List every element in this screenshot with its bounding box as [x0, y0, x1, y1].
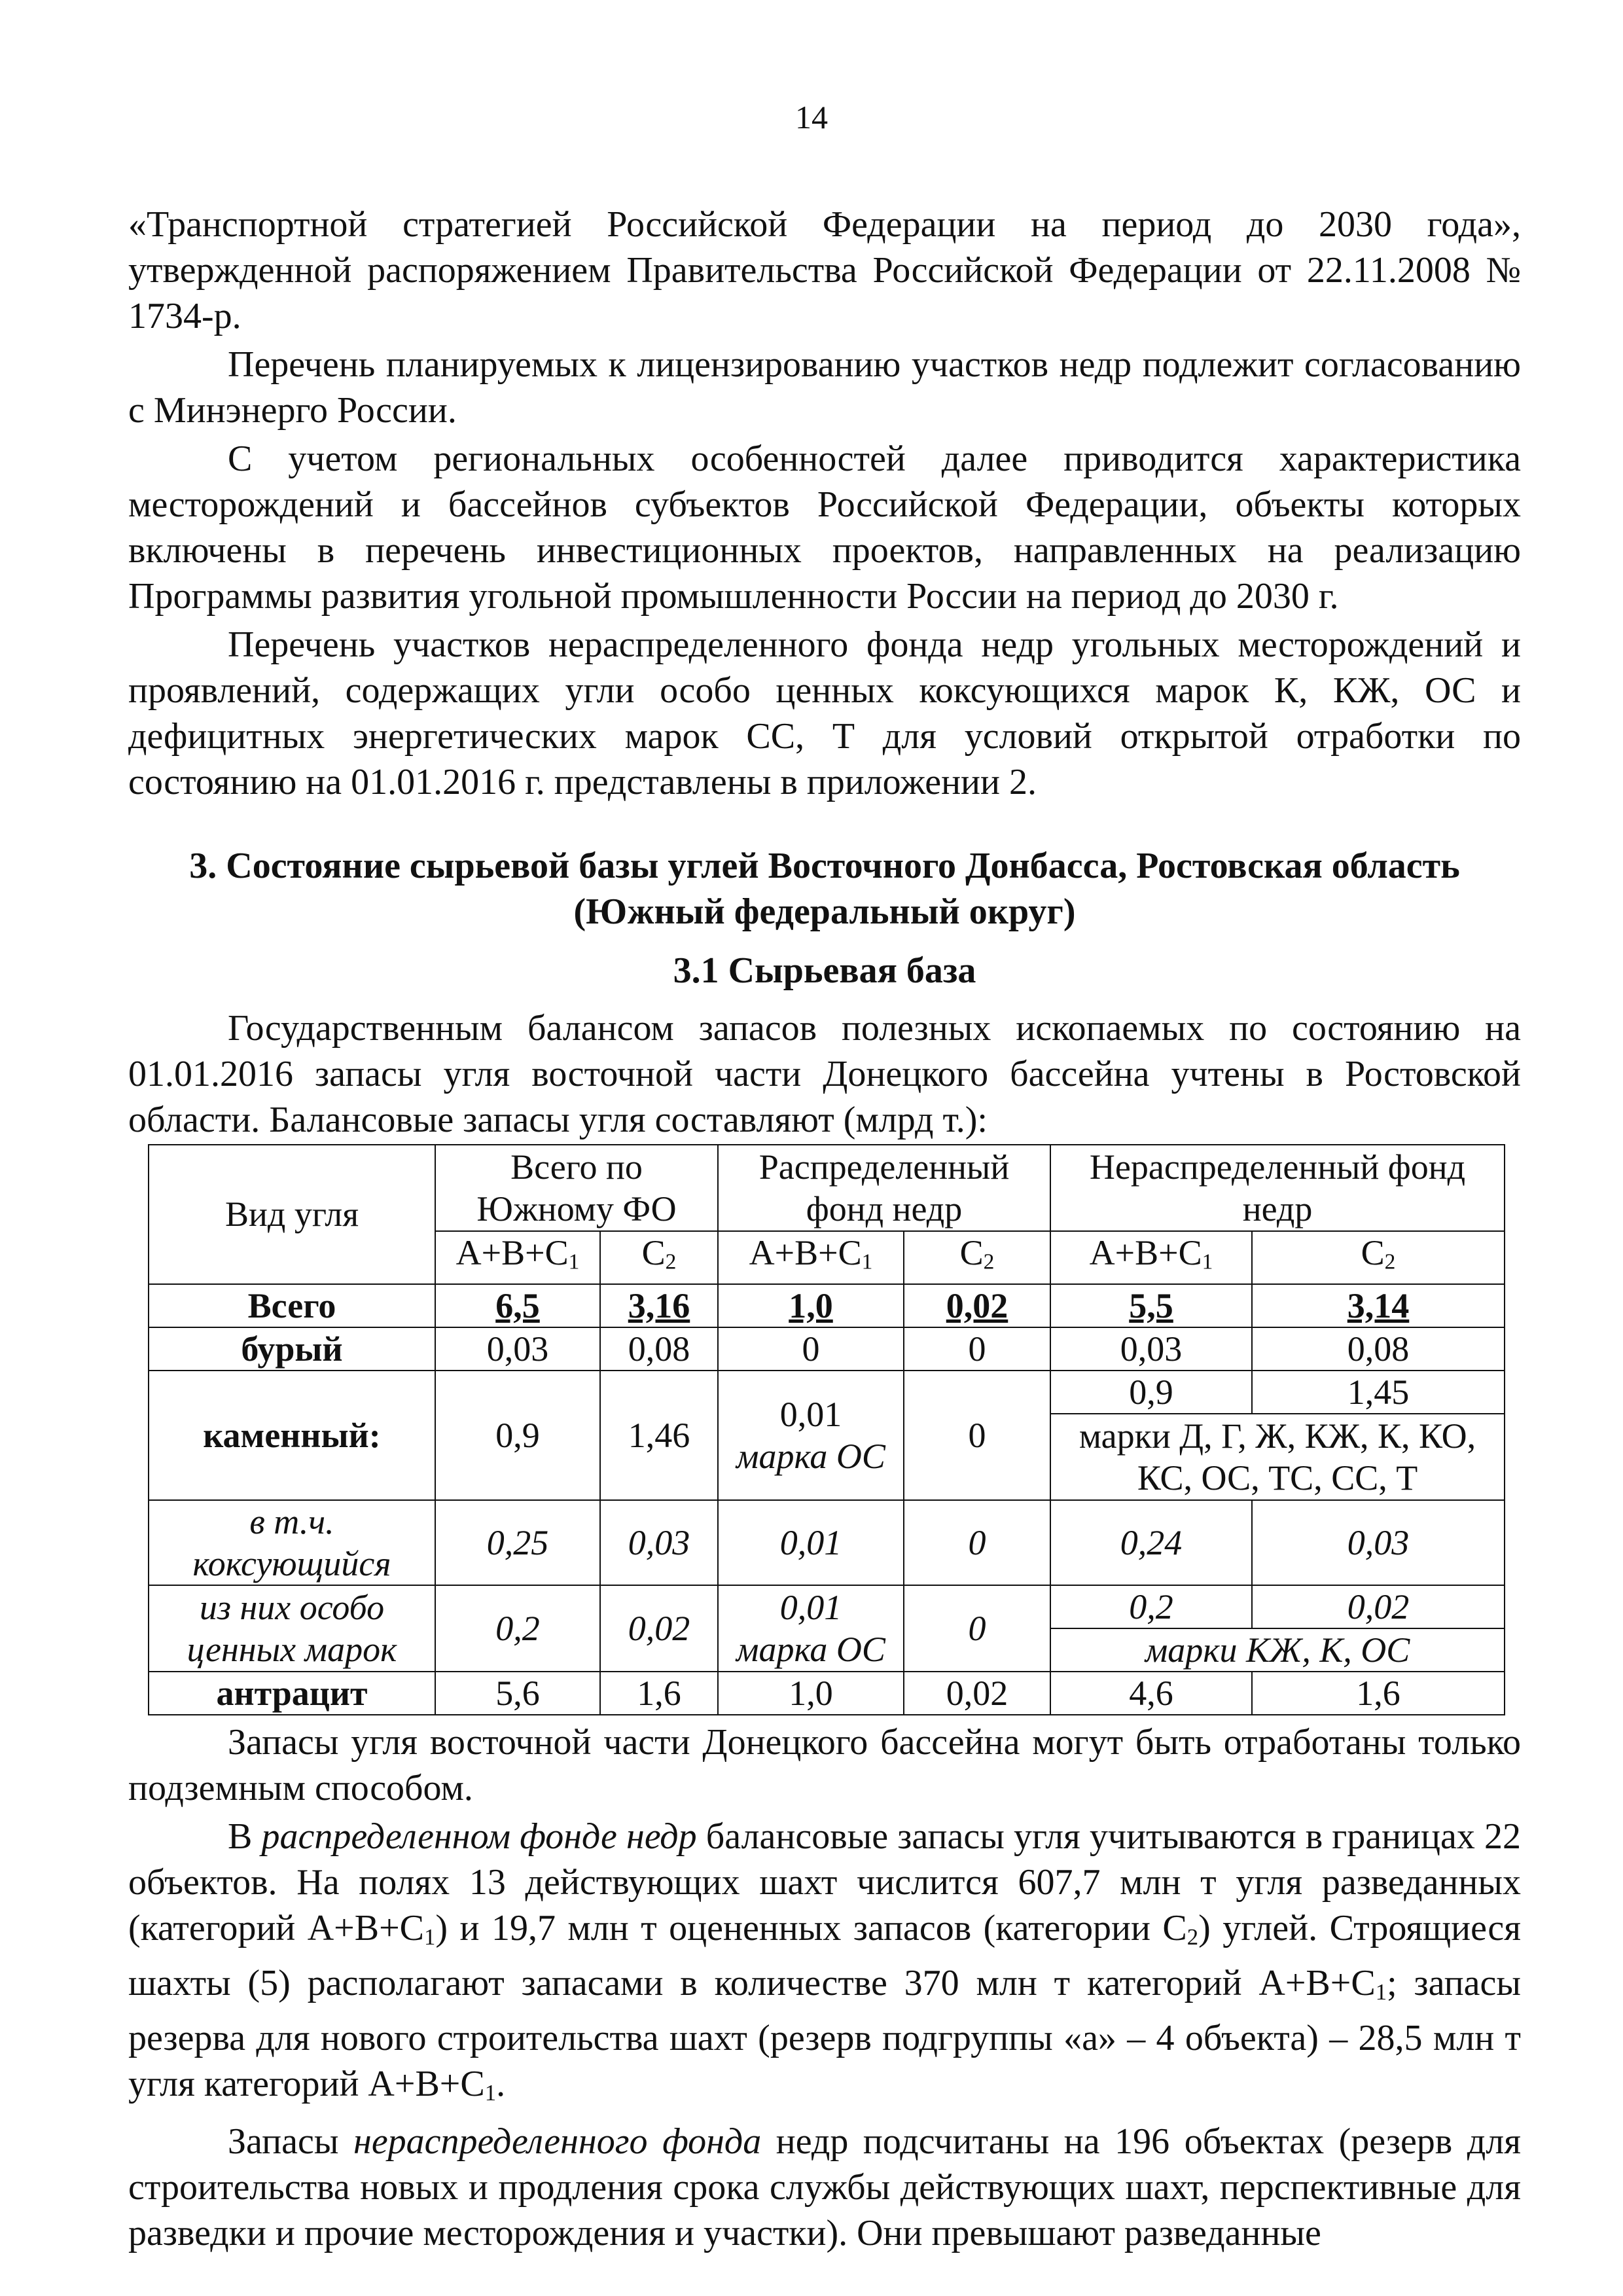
cell-value: 0,02	[904, 1284, 1050, 1327]
paragraph-regional-features: С учетом региональных особенностей далее приводится характеристика месторождений и бассейнов субъектов Российской Федерации, объекты которых включены в перечень инвестиционных проектов, направленных на реализацию Программы развития угольной промышленности России на период до 2030 г.	[128, 439, 1521, 617]
cat-abc1-total: $А+В+С_1$	[435, 1231, 600, 1284]
cell-value: 0,24	[1050, 1500, 1252, 1585]
cell-value: 0,9	[435, 1371, 600, 1500]
cell-value: 1,6	[1252, 1672, 1505, 1715]
cell-value: 5,5	[1050, 1284, 1252, 1327]
header-distributed: Распределенный фонд недр	[718, 1145, 1050, 1231]
cell-value: 3,14	[1252, 1284, 1505, 1327]
emphasis-undistributed: нераспределенного фонда	[353, 2121, 762, 2162]
cell-value: 0,02	[904, 1672, 1050, 1715]
subsection-heading: 3.1 Сырьевая база	[673, 950, 976, 991]
cell-value: 0,01	[718, 1500, 904, 1585]
cell-value: 0,2	[1050, 1585, 1252, 1628]
cell-value: 0,01	[779, 1394, 842, 1434]
table-row-brown	[149, 1327, 1505, 1371]
cell-value: 1,0	[718, 1672, 904, 1715]
cell-value: 0,02	[1252, 1585, 1505, 1628]
row-label: Всего	[149, 1284, 435, 1327]
cell-value: 0,03	[1252, 1500, 1505, 1585]
row-label: каменный:	[149, 1371, 435, 1500]
cell-value: 0,08	[1252, 1327, 1505, 1371]
cell-value: 0,01	[779, 1587, 842, 1627]
cell-value: 0,03	[435, 1327, 600, 1371]
table-row-total	[149, 1284, 1505, 1327]
cell-value: 1,46	[600, 1371, 718, 1500]
cell-value: 1,0	[718, 1284, 904, 1327]
cell-value: 3,16	[600, 1284, 718, 1327]
header-undistributed: Нераспределенный фонд недр	[1050, 1145, 1505, 1231]
cat-c2-total: $С_2$	[600, 1231, 718, 1284]
row-label: антрацит	[149, 1672, 435, 1715]
section-heading	[128, 843, 1521, 935]
table-header-row	[149, 1145, 1505, 1231]
table-row-coking	[149, 1500, 1505, 1585]
cell-value: 0,9	[1050, 1371, 1252, 1414]
cell-value: 0	[904, 1371, 1050, 1500]
cell-value: 6,5	[435, 1284, 600, 1327]
cat-abc1-undistributed: $А+В+С_1$	[1050, 1231, 1252, 1284]
cell-value: 0,03	[600, 1500, 718, 1585]
cell-value-with-note	[718, 1585, 904, 1672]
cell-value: 0	[904, 1327, 1050, 1371]
row-label: из них особо ценных марок	[149, 1585, 435, 1672]
paragraph-transport-strategy: «Транспортной стратегией Российской Федерации на период до 2030 года», утвержденной распоряжением Правительства Российской Федерации от 22.11.2008 № 1734-р.	[128, 204, 1521, 336]
cell-value-with-note	[718, 1371, 904, 1500]
cat-c2-distributed: $С_2$	[904, 1231, 1050, 1284]
cell-value: 0,2	[435, 1585, 600, 1672]
page-number: 14	[795, 99, 828, 135]
cell-value: 5,6	[435, 1672, 600, 1715]
row-label: в т.ч. коксующийся	[149, 1500, 435, 1585]
cell-value: 0,03	[1050, 1327, 1252, 1371]
paragraph-distributed-fund: В распределенном фонде недр балансовые запасы угля учитываются в границах 22 объектов. На полях 13 действующих шахт числится 607,7 млн т угля разведанных (категорий $А+В+С_1$) и 19,7 млн т оцененных запасов (категории $С_2$) углей. Строящиеся шахты (5) располагают запасами в количестве 370 млн т категорий $А+В+С_1$; запасы резерва для нового строительства шахт (резерв подгруппы «а» – 4 объекта) – 28,5 млн т угля категорий $А+В+С_1$.	[128, 1816, 1521, 2106]
header-coal-type: Вид угля	[149, 1145, 435, 1284]
row-label: бурый	[149, 1327, 435, 1371]
header-total: Всего по Южному ФО	[435, 1145, 718, 1231]
section-heading-line1: 3. Состояние сырьевой базы углей Восточного Донбасса, Ростовская область	[189, 846, 1460, 886]
cell-value: 1,6	[600, 1672, 718, 1715]
cat-c2-undistributed: $С_2$	[1252, 1231, 1505, 1284]
paragraph-intro: Государственным балансом запасов полезных ископаемых по состоянию на 01.01.2016 запасы угля восточной части Донецкого бассейна учтены в Ростовской области. Балансовые запасы угля составляют (млрд т.):	[128, 1008, 1521, 1140]
paragraph-licensing: Перечень планируемых к лицензированию участков недр подлежит согласованию с Минэнерго России.	[128, 344, 1521, 431]
page-content	[128, 202, 1521, 2256]
cell-value: 1,45	[1252, 1371, 1505, 1414]
emphasis-distributed: распределенном фонде недр	[261, 1816, 697, 1857]
coal-reserves-table	[148, 1144, 1505, 1715]
paragraph-undistributed-list: Перечень участков нераспределенного фонда недр угольных месторождений и проявлений, содержащих угли особо ценных коксующихся марок К, КЖ, ОС и дефицитных энергетических марок СС, Т для условий открытой отработки по состоянию на 01.01.2016 г. представлены в приложении 2.	[128, 624, 1521, 802]
cell-value: 0,25	[435, 1500, 600, 1585]
cell-value: 0,02	[600, 1585, 718, 1672]
table-row-stone	[149, 1371, 1505, 1414]
cat-abc1-distributed: $А+В+С_1$	[718, 1231, 904, 1284]
cell-note: марка ОС	[736, 1436, 885, 1476]
cell-value: 0	[718, 1327, 904, 1371]
cell-value: 4,6	[1050, 1672, 1252, 1715]
cell-value: 0	[904, 1585, 1050, 1672]
paragraph-undistributed-fund: Запасы нераспределенного фонда недр подсчитаны на 196 объектах (резерв для строительства новых и продления срока службы действующих шахт, перспективные для разведки и прочие месторождения и участки). Они превышают разведанные	[128, 2121, 1521, 2253]
table-row-anthracite	[149, 1672, 1505, 1715]
section-heading-line2: (Южный федеральный округ)	[573, 891, 1076, 932]
cell-note: марки Д, Г, Ж, КЖ, К, КО, КС, ОС, ТС, СС, Т	[1050, 1414, 1505, 1500]
cell-value: 0	[904, 1500, 1050, 1585]
cell-note: марка ОС	[736, 1629, 885, 1669]
cell-note: марки КЖ, К, ОС	[1050, 1628, 1505, 1672]
table-row-valuable	[149, 1585, 1505, 1628]
cell-value: 0,08	[600, 1327, 718, 1371]
paragraph-underground: Запасы угля восточной части Донецкого бассейна могут быть отработаны только подземным способом.	[128, 1721, 1521, 1808]
